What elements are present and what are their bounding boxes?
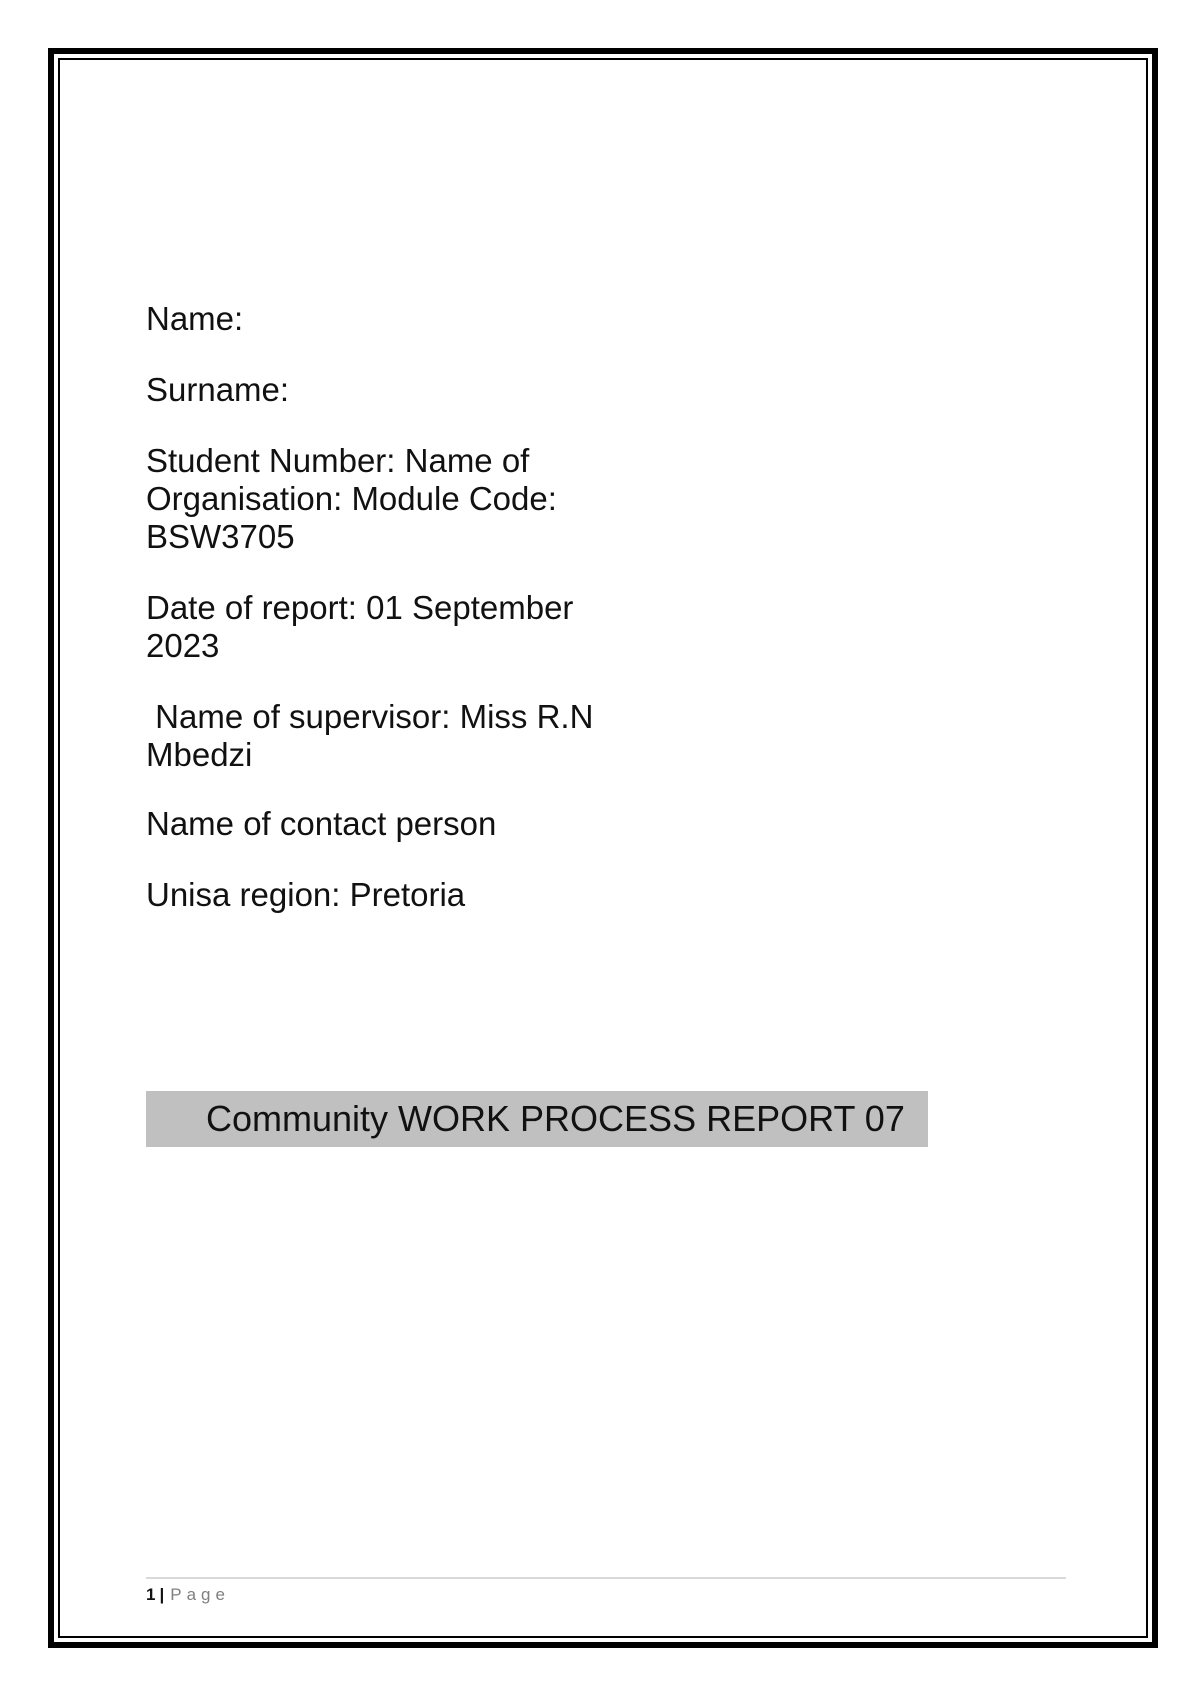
page-label: Page	[170, 1585, 230, 1604]
surname-field: Surname:	[146, 371, 290, 408]
report-date-field: Date of report: 01 September 2023	[146, 589, 574, 664]
page-footer	[146, 1585, 230, 1605]
page-number: 1	[146, 1585, 156, 1604]
cover-details	[146, 300, 666, 947]
footer-divider	[146, 1577, 1066, 1579]
supervisor-field: Name of supervisor: Miss R.N Mbedzi	[146, 698, 594, 773]
report-title: Community WORK PROCESS REPORT 07	[146, 1091, 928, 1147]
contact-person-field: Name of contact person	[146, 805, 497, 842]
student-organisation-module-field: Student Number: Name of Organisation: Module Code: BSW3705	[146, 442, 557, 555]
unisa-region-field: Unisa region: Pretoria	[146, 876, 466, 913]
footer-separator: |	[159, 1585, 165, 1604]
name-field: Name:	[146, 300, 244, 337]
